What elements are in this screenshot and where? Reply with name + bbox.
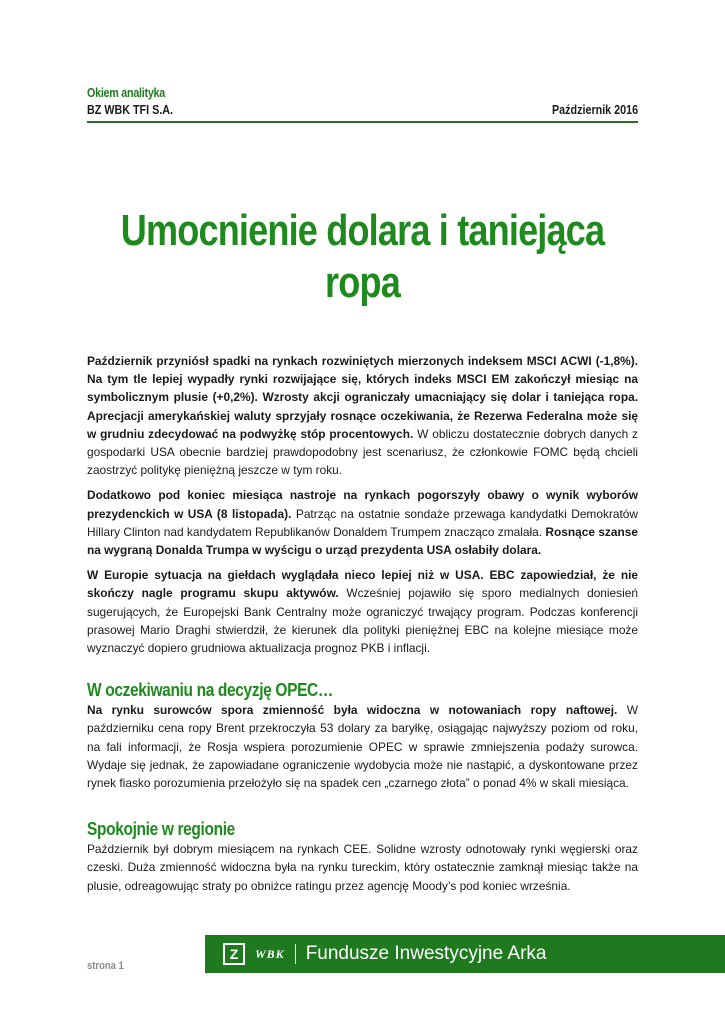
header-row bbox=[87, 103, 638, 117]
paragraph-opec bbox=[87, 701, 638, 792]
paragraph-1-bold: Październik przyniósł spadki na rynkach rozwiniętych mierzonych indeksem MSCI ACWI (-1,8%). Na tym tle lepiej wypadły rynki rozwijające się, których indeks MSCI EM zakończył miesiąc na symbolicznym plusie (+0,2%). Wzrosty akcji ograniczały umacniający się dolar i taniejąca ropa. Aprecjacji amerykańskiej waluty sprzyjały rosnące oczekiwania, że Rezerwa Federalna może się w grudniu zdecydować na podwyżkę stóp procentowych. bbox=[87, 354, 638, 441]
footer-banner bbox=[205, 935, 725, 973]
report-date: Październik 2016 bbox=[551, 103, 638, 117]
bzwbk-logo-icon: Z bbox=[223, 943, 245, 965]
paragraph-3-bold: W Europie sytuacja na giełdach wyglądała nieco lepiej niż w USA. EBC zapowiedział, że nie skończy nagle programu skupu aktywów. bbox=[87, 568, 638, 601]
paragraph-3-text: Wcześniej pojawiło się sporo medialnych doniesień sugerujących, że Europejski Bank Centralny może ograniczyć trwający program. Podczas konferencji prasowej Mario Draghi stwierdził, że kierunek dla polityki pieniężnej EBC na kolejne miesiące może wyznaczyć dopiero grudniowa aktualizacja prognoz PKB i inflacji. bbox=[87, 586, 638, 656]
paragraph-region: Październik był dobrym miesiącem na rynkach CEE. Solidne wzrosty odnotowały rynki węgierski oraz czeski. Duża zmienność widoczna była na rynku tureckim, który ostatecznie zamknął miesiąc także na plusie, odreagowując straty po obniżce ratingu przez agencję Moody’s pod koniec września. bbox=[87, 842, 638, 893]
section-heading-opec: W oczekiwaniu na decyzję OPEC… bbox=[87, 680, 334, 701]
article-body bbox=[87, 352, 638, 902]
paragraph-2 bbox=[87, 486, 638, 559]
section-label: Okiem analityka bbox=[87, 86, 166, 100]
paragraph-3 bbox=[87, 566, 638, 657]
paragraph-1 bbox=[87, 352, 638, 479]
paragraph-opec-bold: Na rynku surowców spora zmienność była widoczna w notowaniach ropy naftowej. bbox=[87, 703, 618, 718]
paragraph-2-text: Patrząc na ostatnie sondaże przewaga kandydatki Demokratów Hillary Clinton nad kandydatem Republikanów Donaldem Trumpem znacząco zmalała. bbox=[87, 506, 638, 539]
wbk-logo-text: WBK bbox=[255, 946, 285, 961]
paragraph-2-bold-1: Dodatkowo pod koniec miesiąca nastroje na rynkach pogorszyły obawy o wynik wyborów prezydenckich w USA (8 listopada). bbox=[87, 488, 638, 521]
fund-name: Fundusze Inwestycyjne Arka bbox=[305, 943, 547, 964]
section-heading-region: Spokojnie w regionie bbox=[87, 819, 235, 840]
page-title: Umocnienie dolara i taniejąca ropa bbox=[120, 206, 605, 307]
document-header bbox=[87, 86, 638, 123]
paragraph-1-text: W obliczu dostatecznie dobrych danych z gospodarki USA obecnie bardziej prawdopodobny jest scenariusz, że członkowie FOMC będą chcieli zaostrzyć politykę pieniężną jeszcze w tym roku. bbox=[87, 426, 638, 478]
paragraph-opec-text: W październiku cena ropy Brent przekroczyła 53 dolary za baryłkę, osiągając najwyższy poziom od roku, na fali informacji, że Rosja wspiera porozumienie OPEC w sprawie zmniejszenia podaży surowca. Wydaje się jednak, że zapowiadane ograniczenie wydobycia może nie nastąpić, a dyskontowane przez rynek fiasko porozumienia przełożyło się na spadek cen „czarnego złota” o ponad 4% w skali miesiąca. bbox=[87, 703, 638, 791]
company-name: BZ WBK TFI S.A. bbox=[87, 103, 173, 117]
paragraph-2-bold-2: Rosnące szanse na wygraną Donalda Trumpa w wyścigu o urząd prezydenta USA osłabiły dolara. bbox=[87, 524, 638, 558]
page-number: strona 1 bbox=[87, 960, 124, 972]
header-divider bbox=[87, 121, 638, 123]
footer-divider bbox=[295, 944, 296, 964]
